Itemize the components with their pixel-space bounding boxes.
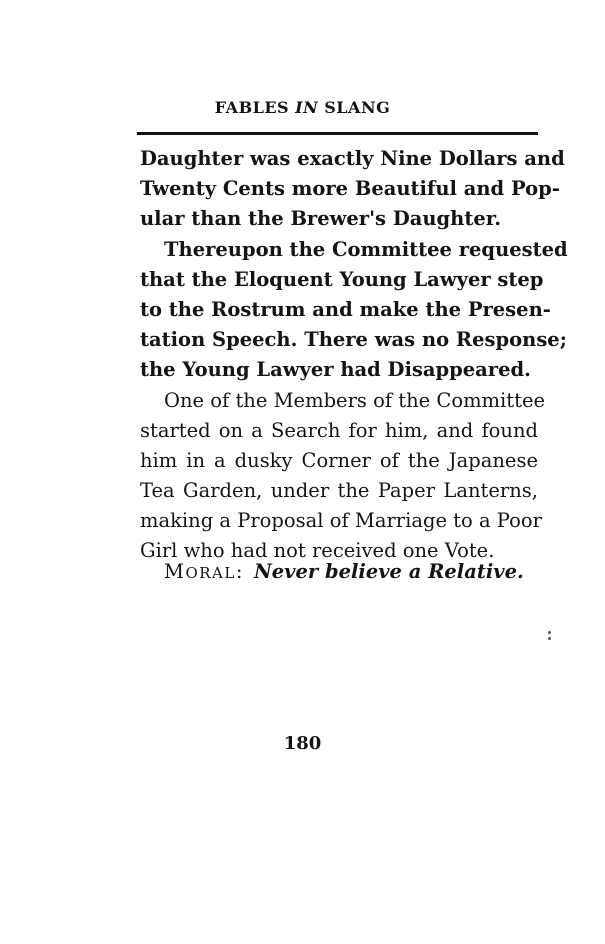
body-text (140, 144, 568, 567)
text-line: Daughter was exactly Nine Dollars and (140, 147, 565, 170)
header-word-fables: FABLES (214, 98, 290, 117)
moral-line (164, 557, 544, 588)
scan-speck (548, 631, 551, 634)
text-line: Thereupon the Committee requested (164, 237, 568, 261)
text-line: Girl who had not received one Vote. (140, 539, 495, 563)
text-line: Twenty Cents more Beautiful and Pop- (140, 177, 560, 201)
text-line: started on a Search for him, and found (140, 418, 538, 442)
header-word-in: IN (295, 98, 319, 117)
text-line: to the Rostrum and make the Presen- (140, 297, 551, 321)
moral-label-initial: M (164, 560, 186, 583)
paragraph-3 (140, 386, 546, 567)
paragraph-2 (140, 235, 568, 386)
header-rule (137, 132, 538, 135)
header-word-slang: SLANG (324, 98, 391, 117)
page-number: 180 (283, 733, 322, 754)
moral-label-rest: ORAL (185, 564, 236, 582)
moral-label-colon: : (235, 560, 244, 583)
text-line: One of the Members of the Committee (164, 388, 546, 412)
text-line: Tea Garden, under the Paper Lanterns, (140, 479, 538, 503)
text-line: the Young Lawyer had Disappeared. (140, 358, 531, 382)
text-line: making a Proposal of Marriage to a Poor (140, 509, 542, 533)
paragraph-1 (140, 144, 565, 235)
scan-speck (548, 637, 551, 640)
text-line: ular than the Brewer's Daughter. (140, 207, 502, 231)
moral-text: Never believe a Relative. (253, 560, 524, 583)
text-line: tation Speech. There was no Response; (140, 328, 567, 352)
text-line: him in a dusky Corner of the Japanese (140, 448, 538, 472)
running-header (0, 98, 605, 117)
moral-label (164, 560, 244, 583)
text-line: that the Eloquent Young Lawyer step (140, 267, 544, 291)
